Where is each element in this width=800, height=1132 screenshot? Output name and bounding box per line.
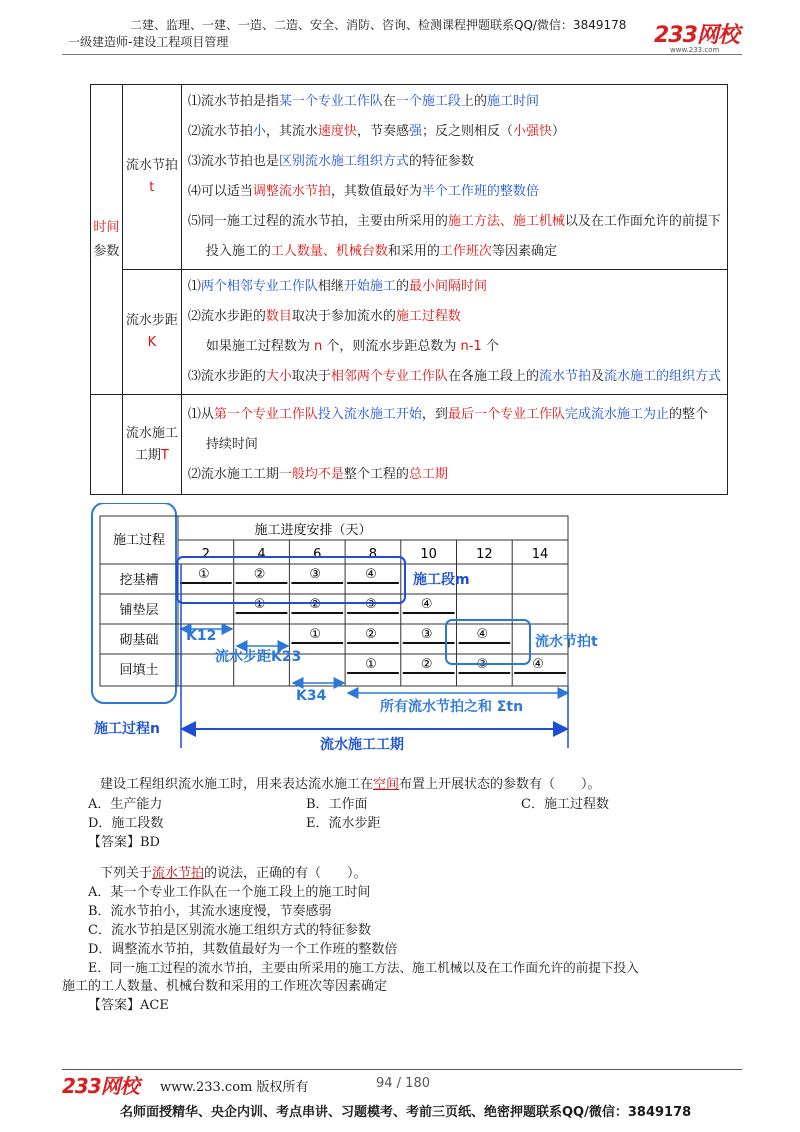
desc-segment: 以及在工作面允许的前提下 <box>564 214 721 229</box>
desc-segment: 投入施工的 <box>205 244 271 259</box>
segment-number: ① <box>309 627 322 642</box>
segment-number: ② <box>420 657 433 672</box>
desc-segment: 最后一个专业工作队 <box>447 406 565 422</box>
desc-segment: n <box>314 339 323 354</box>
desc-segment: 上的 <box>460 94 487 109</box>
param-desc-line <box>188 332 721 362</box>
desc-segment: 总工期 <box>408 466 448 482</box>
q2-option-c: C．流水节拍是区别流水施工组织方式的特征参数 <box>88 923 371 938</box>
header-subtitle: 一级建造师-建设工程项目管理 <box>68 35 229 49</box>
q1-option-e: E．流水步距 <box>306 816 381 831</box>
table-row-beat <box>91 85 728 270</box>
schedule-title: 施工进度安排（天） <box>254 523 372 538</box>
segment-number: ③ <box>420 627 433 642</box>
desc-segment: 强 <box>408 124 422 139</box>
desc-segment: ，其数值最好为 <box>330 184 422 199</box>
q2-option-d: D．调整流水节拍，其数值最好为一个工作班的整数倍 <box>88 942 398 957</box>
process-labels <box>119 572 158 678</box>
desc-segment: 开始施工 <box>343 279 396 294</box>
duration-label: 流水施工工期 <box>320 737 404 753</box>
brand-logo[interactable] <box>654 18 740 54</box>
desc-segment: 最小间隔时间 <box>408 279 487 294</box>
desc-segment: 个，则流水步距总数为 <box>322 339 461 354</box>
desc-segment: 整个工程的 <box>343 466 409 482</box>
q1-option-d: D．施工段数 <box>88 816 164 831</box>
desc-segment: 的 <box>395 279 409 294</box>
desc-segment: ） <box>552 124 566 139</box>
desc-segment: ⑵流水步距的 <box>187 309 266 324</box>
footer-site[interactable]: www.233.com 版权所有 <box>160 1080 309 1095</box>
q1-option-c: C．施工过程数 <box>521 797 609 812</box>
param-name: 流水节拍 <box>125 158 178 173</box>
desc-segment: ⑵流水施工工期 <box>187 466 279 482</box>
param-name-cell <box>122 270 181 395</box>
header-promo: 二建、监理、一建、一造、二造、安全、消防、咨询、检测课程押题联系QQ/微信：3849178 <box>130 18 627 32</box>
desc-segment: 区别流水施工组织方式 <box>278 154 409 169</box>
footer-divider <box>62 1069 742 1070</box>
desc-segment: 工作班次 <box>439 244 492 259</box>
segment-label: 施工段m <box>413 572 470 588</box>
k23-label: 流水步距K23 <box>215 649 302 665</box>
segment-number: ② <box>309 597 322 612</box>
desc-segment: 在 <box>382 94 396 109</box>
process-label: 铺垫层 <box>119 603 159 618</box>
desc-segment: 某一个专业工作队 <box>278 94 383 109</box>
header-divider <box>62 54 742 55</box>
q2-stem-post: 的说法，正确的有（ ）。 <box>204 866 367 881</box>
param-name-cell <box>122 395 181 495</box>
page-number: 94 / 180 <box>376 1076 430 1091</box>
k12-label: K12 <box>186 628 217 644</box>
q1-option-a: A．生产能力 <box>88 797 163 812</box>
param-name: 流水施工 <box>125 425 178 441</box>
day-labels <box>202 547 549 562</box>
desc-segment: 相邻两个专业工作队 <box>330 369 448 384</box>
grid-outer <box>100 516 568 686</box>
day-label: 10 <box>420 547 437 562</box>
day-label: 2 <box>201 547 210 562</box>
desc-segment: 和采用的 <box>387 244 440 259</box>
segment-number: ② <box>365 627 377 642</box>
k34-label: K34 <box>296 688 327 704</box>
desc-segment: ，其流水 <box>265 124 318 139</box>
segment-number: ③ <box>476 657 489 672</box>
segment-number: ④ <box>476 627 489 642</box>
brand-logo-url: www.233.com <box>670 46 720 54</box>
desc-segment: 数目 <box>265 309 292 324</box>
desc-segment: 取决于参加流水的 <box>291 309 396 324</box>
desc-segment: 调整流水节拍 <box>252 184 331 199</box>
desc-segment: ⑷可以适当 <box>187 184 253 199</box>
param-desc-line <box>188 272 721 302</box>
desc-segment: 速度快 <box>317 124 357 139</box>
segment-number: ② <box>253 567 266 582</box>
desc-segment: 第一个专业工作队 <box>213 406 318 422</box>
desc-segment: 等因素确定 <box>491 244 557 259</box>
param-name-line2 <box>124 445 180 467</box>
brand-logo-text: 233网校 <box>654 23 739 48</box>
desc-segment: n-1 <box>460 339 482 354</box>
param-desc-line <box>188 302 721 332</box>
segment-number: ④ <box>420 597 433 612</box>
flow-params-table <box>90 84 728 495</box>
desc-segment: 投入流水施工开始 <box>317 406 422 422</box>
desc-segment: ，节奏感 <box>356 124 409 139</box>
day-label: 6 <box>313 547 322 562</box>
desc-segment: ⑵流水节拍 <box>187 124 253 139</box>
desc-segment: 两个相邻专业工作队 <box>200 279 318 294</box>
q2-option-a: A．某一个专业工作队在一个施工段上的施工时间 <box>88 885 371 900</box>
q2-stem-pre: 下列关于 <box>100 866 153 881</box>
param-name-cell <box>122 85 181 270</box>
q1-stem <box>100 773 601 792</box>
q1-stem-pre: 建设工程组织流水施工时，用来表达流水施工在 <box>100 777 374 792</box>
param-symbol: K <box>147 335 157 350</box>
desc-segment: 施工过程数 <box>395 309 461 324</box>
param-desc-cell <box>181 270 727 395</box>
process-label: 回填土 <box>119 663 159 678</box>
desc-segment: 持续时间 <box>205 436 258 452</box>
segment-number: ③ <box>309 567 322 582</box>
table-row-duration <box>91 395 728 495</box>
segment-number: ① <box>198 567 210 582</box>
sum-beats-label: 所有流水节拍之和 Σtn <box>380 699 524 715</box>
segment-number: ① <box>365 657 377 672</box>
param-name-2: 工期 <box>134 447 161 463</box>
desc-segment: ⑶流水节拍也是 <box>187 154 279 169</box>
param-desc-cell <box>181 85 727 270</box>
desc-segment: 施工时间 <box>486 94 539 109</box>
q1-stem-key: 空间 <box>373 777 400 792</box>
desc-segment: 及 <box>590 369 604 384</box>
process-header: 施工过程 <box>112 533 166 548</box>
desc-segment: 的特征参数 <box>408 154 474 169</box>
day-label: 12 <box>476 547 493 562</box>
q2-stem-key: 流水节拍 <box>152 866 205 881</box>
desc-segment: 施工方法、施工机械 <box>447 214 565 229</box>
footer-promo: 名师面授精华、央企内训、考点串讲、习题模考、考前三页纸、绝密押题联系QQ/微信：3849178 <box>120 1105 692 1120</box>
q2-stem <box>100 862 367 881</box>
desc-segment: ⑴ <box>187 279 201 294</box>
process-count-label: 施工过程n <box>94 721 160 737</box>
desc-segment: ⑴流水节拍是指 <box>187 94 279 109</box>
param-desc-line <box>188 362 721 392</box>
param-desc-cell <box>181 395 727 495</box>
q2-option-e-cont: 施工的工人数量、机械台数和采用的工作班次等因素确定 <box>62 979 388 994</box>
q2-answer: 【答案】ACE <box>88 998 169 1013</box>
param-desc-line <box>188 430 721 460</box>
desc-segment: 相继 <box>317 279 344 294</box>
desc-segment: 在各施工段上的 <box>447 369 539 384</box>
group-label-line2: 参数 <box>93 243 120 259</box>
desc-segment: ⑴从 <box>187 406 214 422</box>
desc-segment: 取决于 <box>291 369 331 384</box>
footer-logo[interactable]: 233网校 <box>62 1074 139 1098</box>
process-label: 挖基槽 <box>119 573 159 588</box>
desc-segment: 工人数量、机械台数 <box>270 244 388 259</box>
desc-segment: 小强快 <box>512 124 552 139</box>
desc-segment: 半个工作班的整数倍 <box>421 184 539 199</box>
day-label: 14 <box>531 547 549 562</box>
segment-number: ① <box>253 597 266 612</box>
desc-segment: 的整个 <box>668 406 708 422</box>
empty-cell <box>91 395 123 495</box>
desc-segment: 流水施工的组织方式 <box>603 369 721 384</box>
desc-segment: 个 <box>481 339 499 354</box>
schedule-diagram <box>90 503 740 763</box>
desc-segment: 小 <box>252 124 266 139</box>
q1-answer: 【答案】BD <box>88 835 160 850</box>
group-label-cell <box>91 85 123 395</box>
param-desc-line <box>188 87 721 117</box>
desc-segment: ⑶流水步距的 <box>187 369 266 384</box>
param-desc-line <box>188 237 721 267</box>
desc-segment: 一般均不是 <box>278 466 344 482</box>
param-symbol: T <box>160 447 169 463</box>
q1-stem-post: 布置上开展状态的参数有（ ）。 <box>399 777 601 792</box>
table-row-step <box>91 270 728 395</box>
param-desc-line <box>188 147 721 177</box>
segment-number: ④ <box>365 567 377 582</box>
param-desc-line <box>188 400 721 430</box>
param-desc-line <box>188 117 721 147</box>
desc-segment: 如果施工过程数为 <box>205 339 315 354</box>
param-symbol: t <box>149 180 155 195</box>
q2-option-b: B．流水节拍小，其流水速度慢，节奏感弱 <box>88 904 332 919</box>
day-label: 8 <box>368 547 378 562</box>
desc-segment: 流水节拍 <box>538 369 591 384</box>
param-desc-line <box>188 177 721 207</box>
q1-option-b: B．工作面 <box>306 797 368 812</box>
process-label: 砌基础 <box>119 633 159 648</box>
desc-segment: 一个施工段 <box>395 94 461 109</box>
desc-segment: ，到 <box>421 406 448 422</box>
desc-segment: ；反之则相反（ <box>421 124 513 139</box>
beat-label: 流水节拍t <box>535 634 598 650</box>
desc-segment: 大小 <box>265 369 292 384</box>
q2-option-e: E．同一施工过程的流水节拍，主要由所采用的施工方法、施工机械以及在工作面允许的前提下投入 <box>88 960 639 975</box>
param-desc-line <box>188 460 721 490</box>
param-desc-line <box>188 207 721 237</box>
group-label-line1: 时间 <box>93 219 120 235</box>
param-name: 流水步距 <box>125 313 178 328</box>
segment-number: ④ <box>532 657 544 672</box>
desc-segment: 完成流水施工为止 <box>564 406 669 422</box>
day-label: 4 <box>257 547 266 562</box>
desc-segment: ⑸同一施工过程的流水节拍，主要由所采用的 <box>187 214 448 229</box>
segment-number: ③ <box>365 597 377 612</box>
